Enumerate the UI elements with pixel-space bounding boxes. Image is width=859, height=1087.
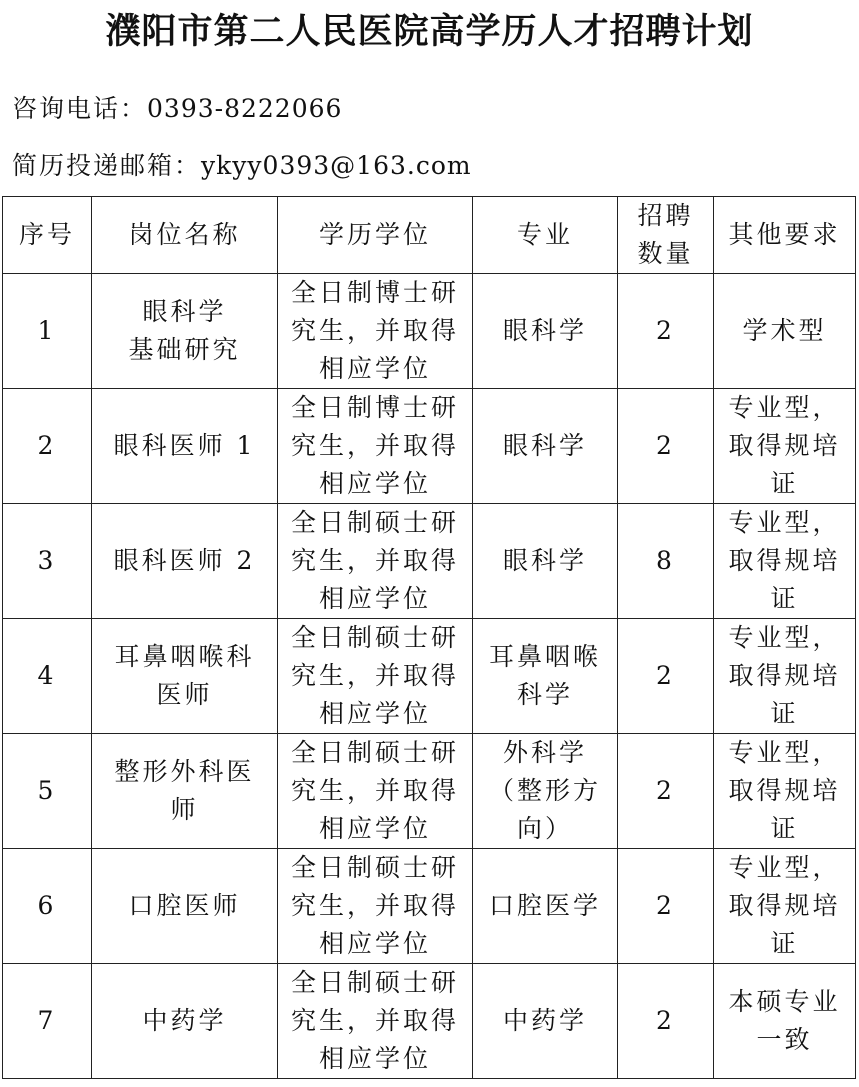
cell-no: 5 [3,734,92,849]
cell-no: 7 [3,964,92,1079]
cell-count: 2 [618,274,714,389]
cell-position: 耳鼻咽喉科 医师 [92,619,278,734]
cell-other: 本硕专业 一致 [714,964,856,1079]
cell-other: 专业型， 取得规培 证 [714,504,856,619]
table-row [3,274,856,389]
cell-other: 学术型 [714,274,856,389]
cell-position: 整形外科医 师 [92,734,278,849]
table-row [3,504,856,619]
cell-major: 口腔医学 [473,849,618,964]
table-row [3,964,856,1079]
phone-label: 咨询电话： [12,94,148,123]
cell-position: 中药学 [92,964,278,1079]
cell-position: 眼科医师 1 [92,389,278,504]
table-row [3,619,856,734]
cell-degree: 全日制硕士研 究生，并取得 相应学位 [278,964,473,1079]
header-count: 招聘 数量 [618,197,714,274]
cell-count: 2 [618,849,714,964]
cell-other: 专业型， 取得规培 证 [714,849,856,964]
cell-major: 眼科学 [473,389,618,504]
cell-major: 耳鼻咽喉 科学 [473,619,618,734]
cell-degree: 全日制博士研 究生，并取得 相应学位 [278,274,473,389]
cell-degree: 全日制硕士研 究生，并取得 相应学位 [278,849,473,964]
table-row [3,734,856,849]
header-no: 序号 [3,197,92,274]
header-position: 岗位名称 [92,197,278,274]
cell-count: 2 [618,389,714,504]
email-label: 简历投递邮箱： [12,151,202,180]
cell-other: 专业型， 取得规培 证 [714,619,856,734]
header-degree: 学历学位 [278,197,473,274]
email-address: ykyy0393@163.com [201,151,472,180]
cell-count: 8 [618,504,714,619]
table-row [3,849,856,964]
header-major: 专业 [473,197,618,274]
cell-degree: 全日制博士研 究生，并取得 相应学位 [278,389,473,504]
header-other: 其他要求 [714,197,856,274]
cell-no: 3 [3,504,92,619]
cell-position: 口腔医师 [92,849,278,964]
cell-major: 眼科学 [473,504,618,619]
cell-no: 2 [3,389,92,504]
cell-other: 专业型， 取得规培 证 [714,389,856,504]
cell-count: 2 [618,734,714,849]
recruitment-table [2,196,856,1079]
cell-count: 2 [618,964,714,1079]
contact-phone [12,92,342,126]
cell-degree: 全日制硕士研 究生，并取得 相应学位 [278,619,473,734]
cell-degree: 全日制硕士研 究生，并取得 相应学位 [278,734,473,849]
cell-no: 4 [3,619,92,734]
cell-major: 中药学 [473,964,618,1079]
cell-degree: 全日制硕士研 究生，并取得 相应学位 [278,504,473,619]
contact-email [12,149,472,183]
cell-other: 专业型， 取得规培 证 [714,734,856,849]
page-title: 濮阳市第二人民医院高学历人才招聘计划 [105,12,754,52]
cell-no: 6 [3,849,92,964]
cell-major: 外科学 （整形方 向） [473,734,618,849]
cell-position: 眼科医师 2 [92,504,278,619]
cell-count: 2 [618,619,714,734]
phone-number: 0393-8222066 [147,94,343,123]
cell-no: 1 [3,274,92,389]
table-header-row [3,197,856,274]
cell-position: 眼科学 基础研究 [92,274,278,389]
table-row [3,389,856,504]
cell-major: 眼科学 [473,274,618,389]
